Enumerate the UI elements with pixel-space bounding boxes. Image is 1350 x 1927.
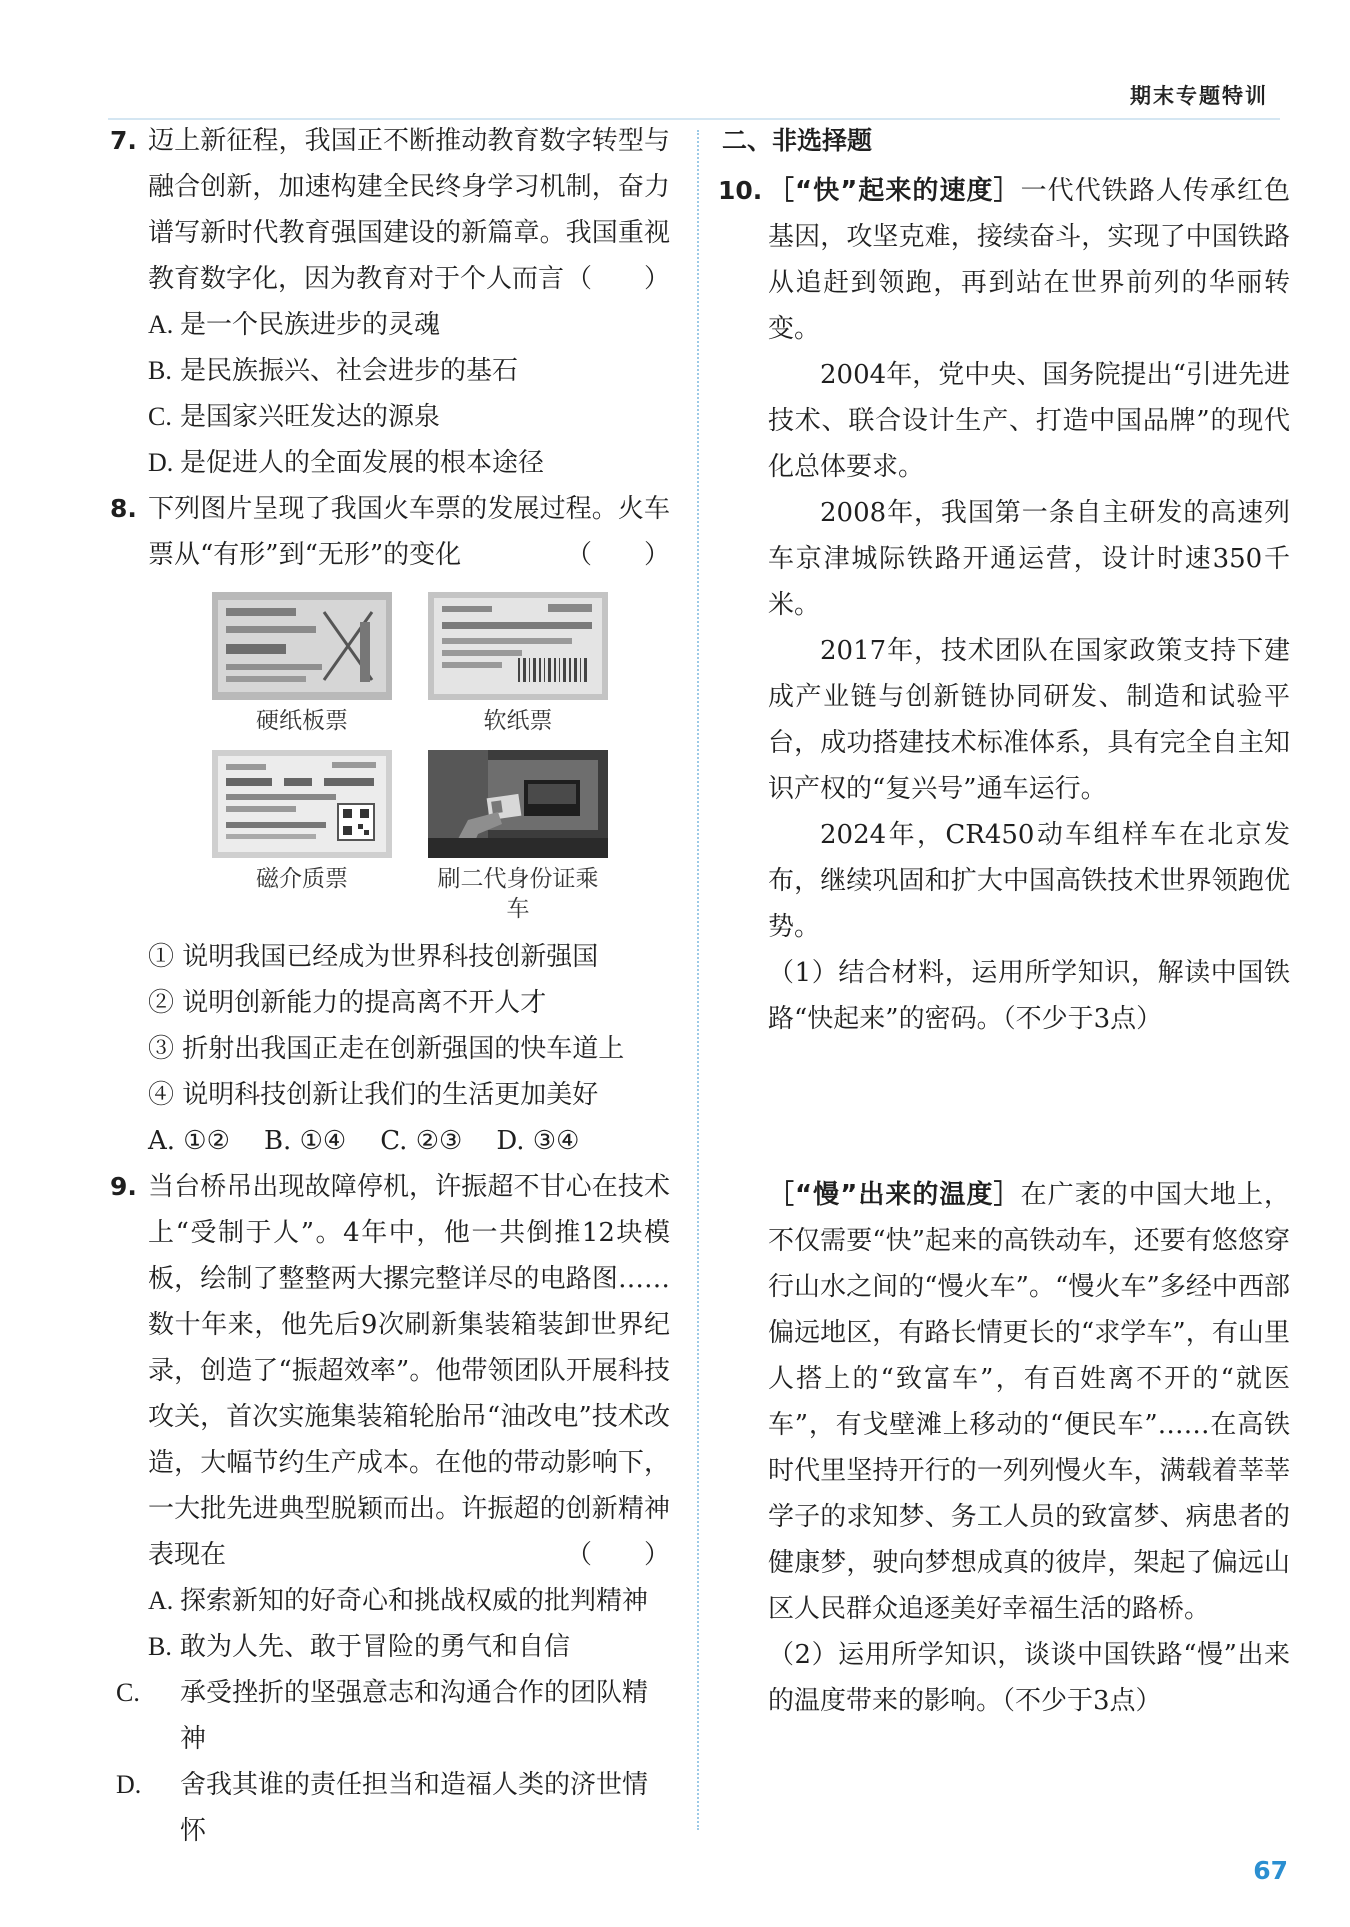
option-letter: C. <box>148 402 172 431</box>
part2-text: 在广袤的中国大地上，不仅需要“快”起来的高铁动车，还要有悠悠穿行山水之间的“慢火车”。“慢火车”多经中西部偏远地区，有路长情更长的“求学车”，有山里人搭上的“致富车”，有百姓离不开的“就医车”，有戈壁滩上移动的“便民车”……在高铁时代里坚持开行的一列列慢火车，满载着莘莘学子的求知梦、务工人员的致富梦、病患者的健康梦，驶向梦想成真的彼岸，架起了偏远山区人民群众追逐美好幸福生活的路桥。 <box>768 1180 1290 1624</box>
question-number: 10. <box>718 176 763 205</box>
option-letter: C. <box>116 1678 140 1707</box>
question-stem: 下列图片呈现了我国火车票的发展过程。火车票从“有形”到“无形”的变化 <box>148 494 670 570</box>
question-number: 9. <box>110 1172 137 1201</box>
option-text: 是促进人的全面发展的根本途径 <box>180 448 545 478</box>
option-text: 探索新知的好奇心和挑战权威的批判精神 <box>180 1586 649 1616</box>
answer-blank[interactable]: （ ） <box>565 540 670 570</box>
sub-question-1: （1）结合材料，运用所学知识，解读中国铁路“快起来”的密码。（不少于3点） <box>768 958 1290 1034</box>
part2-heading: ［“慢”出来的温度］ <box>768 1180 1021 1210</box>
question-stem: 当台桥吊出现故障停机，许振超不甘心在技术上“受制于人”。4年中，他一共倒推12块模板，绘制了整整两大摞完整详尽的电路图……数十年来，他先后9次刷新集装箱装卸世界纪录，创造了“振超效率”。他带领团队开展科技攻关，首次实施集装箱轮胎吊“油改电”技术改造，大幅节约生产成本。在他的带动影响下，一大批先进典型脱颖而出。许振超的创新精神表现在 <box>148 1172 670 1570</box>
option-letter: D. <box>148 448 174 477</box>
photo-soft-ticket <box>428 592 608 736</box>
question-number: 8. <box>110 494 137 523</box>
question-9 <box>110 1164 670 1578</box>
ticket-photo-grid <box>212 592 670 924</box>
option-d[interactable] <box>110 440 670 486</box>
statement-2: ② 说明创新能力的提高离不开人才 <box>148 988 547 1018</box>
option-b[interactable]: B. ①④ <box>263 1126 347 1156</box>
photo-hard-ticket <box>212 592 392 736</box>
right-column <box>718 118 1290 1724</box>
page-number: 67 <box>1253 1856 1288 1885</box>
part1-heading: ［“快”起来的速度］ <box>768 176 1021 206</box>
statement-3: ③ 折射出我国正走在创新强国的快车道上 <box>148 1034 625 1064</box>
material-paragraph: 2017年，技术团队在国家政策支持下建成产业链与创新链协同研发、制造和试验平台，成功搭建技术标准体系，具有完全自主知识产权的“复兴号”通车运行。 <box>768 636 1290 804</box>
option-text: 舍我其谁的责任担当和造福人类的济世情怀 <box>180 1770 649 1846</box>
answer-blank[interactable]: （ ） <box>565 264 670 294</box>
option-text: 是民族振兴、社会进步的基石 <box>180 356 519 386</box>
hard-cardboard-ticket-photo <box>212 592 392 700</box>
option-text: 承受挫折的坚强意志和沟通合作的团队精神 <box>180 1678 649 1754</box>
statement-1: ① 说明我国已经成为世界科技创新强国 <box>148 942 599 972</box>
statement-4: ④ 说明科技创新让我们的生活更加美好 <box>148 1080 599 1110</box>
photo-caption: 磁介质票 <box>256 866 348 892</box>
left-column <box>110 118 670 1854</box>
header-title: 期末专题特训 <box>1130 84 1268 108</box>
option-a[interactable] <box>110 1578 670 1624</box>
photo-caption: 刷二代身份证乘车 <box>437 866 599 922</box>
option-text: 敢为人先、敢于冒险的勇气和自信 <box>180 1632 571 1662</box>
option-letter: A. <box>148 1586 174 1615</box>
answer-space-1[interactable] <box>768 1042 1290 1172</box>
option-text: 是一个民族进步的灵魂 <box>180 310 441 340</box>
option-letter: D. <box>116 1770 142 1799</box>
option-a[interactable] <box>110 302 670 348</box>
option-a[interactable]: A. ①② <box>148 1126 230 1156</box>
magnetic-ticket-photo <box>212 750 392 858</box>
column-divider <box>697 130 699 1830</box>
answer-blank[interactable]: （ ） <box>565 1540 670 1570</box>
option-c[interactable] <box>110 1670 670 1762</box>
soft-paper-ticket-photo <box>428 592 608 700</box>
option-letter: A. <box>148 310 174 339</box>
section-title: 二、非选择题 <box>722 126 873 155</box>
photo-caption: 硬纸板票 <box>256 708 348 734</box>
option-d[interactable]: D. ③④ <box>496 1126 580 1156</box>
part2-material <box>768 1172 1290 1632</box>
photo-caption: 软纸票 <box>483 708 553 734</box>
question-8 <box>110 486 670 578</box>
question-number: 7. <box>110 126 137 155</box>
q8-options <box>110 1118 670 1164</box>
question-10 <box>718 168 1290 352</box>
question-stem: 迈上新征程，我国正不断推动教育数字转型与融合创新，加速构建全民终身学习机制，奋力谱写新时代教育强国建设的新篇章。我国重视教育数字化，因为教育对于个人而言 <box>148 126 670 294</box>
id-card-gate-photo <box>428 750 608 858</box>
material-paragraph: 2008年，我国第一条自主研发的高速列车京津城际铁路开通运营，设计时速350千米。 <box>768 498 1290 620</box>
part1-intro: 一代代铁路人传承红色基因，攻坚克难，接续奋斗，实现了中国铁路从追赶到领跑，再到站在世界前列的华丽转变。 <box>768 176 1290 344</box>
sub-question-2: （2）运用所学知识，谈谈中国铁路“慢”出来的温度带来的影响。（不少于3点） <box>768 1640 1290 1716</box>
option-b[interactable] <box>110 1624 670 1670</box>
option-text: 是国家兴旺发达的源泉 <box>180 402 441 432</box>
photo-id-card-gate <box>428 750 608 924</box>
material-paragraph: 2024年，CR450动车组样车在北京发布，继续巩固和扩大中国高铁技术世界领跑优势。 <box>768 820 1290 942</box>
question-7 <box>110 118 670 302</box>
option-letter: B. <box>148 1632 172 1661</box>
option-b[interactable] <box>110 348 670 394</box>
photo-magnetic-ticket <box>212 750 392 924</box>
option-c[interactable]: C. ②③ <box>380 1126 463 1156</box>
option-c[interactable] <box>110 394 670 440</box>
option-d[interactable] <box>110 1762 670 1854</box>
option-letter: B. <box>148 356 172 385</box>
material-paragraph: 2004年，党中央、国务院提出“引进先进技术、联合设计生产、打造中国品牌”的现代化总体要求。 <box>768 360 1290 482</box>
